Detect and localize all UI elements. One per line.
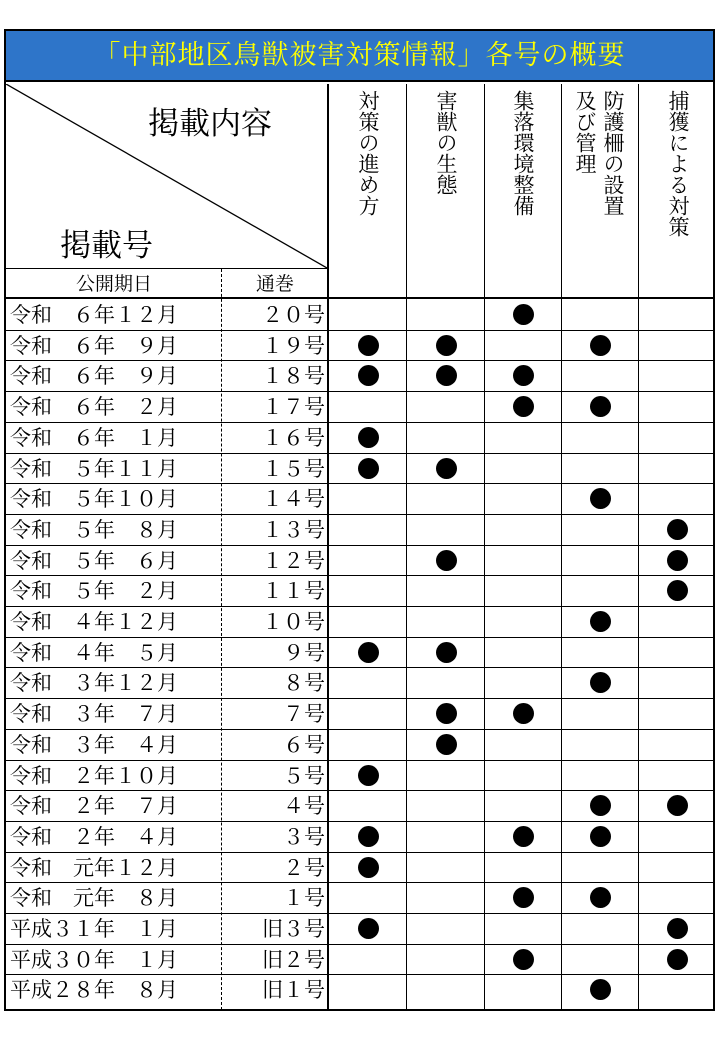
table-row xyxy=(6,944,713,974)
table-row xyxy=(6,821,713,851)
check-dot-icon xyxy=(590,611,611,632)
cell-volume: １０号 xyxy=(262,610,325,634)
table-row xyxy=(6,360,713,390)
cell-publish-date: 令和 ４年１２月 xyxy=(10,610,178,634)
check-dot-icon xyxy=(513,826,534,847)
check-dot-icon xyxy=(513,365,534,386)
cell-publish-date: 令和 ６年 ２月 xyxy=(10,395,178,420)
grid-line xyxy=(6,268,327,269)
column-header-village xyxy=(485,84,561,298)
cell-publish-date: 令和 ３年１２月 xyxy=(10,671,178,696)
cell-volume: ７号 xyxy=(283,702,325,727)
check-dot-icon xyxy=(513,304,534,325)
cell-publish-date: 令和 ６年 ９月 xyxy=(10,333,178,358)
cell-publish-date: 令和 元年１２月 xyxy=(10,855,178,880)
cell-volume: ３号 xyxy=(283,824,325,849)
check-dot-icon xyxy=(436,458,457,479)
check-dot-icon xyxy=(590,488,611,509)
page-title: 「中部地区鳥獣被害対策情報」各号の概要 xyxy=(4,29,715,82)
check-dot-icon xyxy=(590,396,611,417)
column-header-text: 対策の進め方 xyxy=(356,90,380,216)
check-dot-icon xyxy=(667,580,688,601)
check-dot-icon xyxy=(358,765,379,786)
table-row xyxy=(6,606,713,636)
cell-publish-date: 平成２８年 ８月 xyxy=(10,978,178,1003)
column-header-text: 害獣の生態 xyxy=(434,90,458,195)
check-dot-icon xyxy=(590,672,611,693)
cell-publish-date: 平成３１年 １月 xyxy=(10,917,178,941)
cell-volume: １５号 xyxy=(262,456,325,481)
check-dot-icon xyxy=(358,365,379,386)
column-header-ecology xyxy=(407,84,484,298)
cell-publish-date: 令和 ５年 ８月 xyxy=(10,517,178,542)
cell-publish-date: 令和 ６年 １月 xyxy=(10,425,178,450)
cell-volume: ２号 xyxy=(283,855,325,880)
table-row xyxy=(6,698,713,728)
table-row xyxy=(6,514,713,544)
column-header-text: 防護柵の設置 xyxy=(601,90,625,216)
check-dot-icon xyxy=(513,887,534,908)
column-header-text: 及び管理 xyxy=(573,90,597,174)
subheader-date: 公開期日 xyxy=(75,273,152,295)
table-row xyxy=(6,391,713,421)
column-header-fence xyxy=(562,84,638,298)
check-dot-icon xyxy=(358,826,379,847)
check-dot-icon xyxy=(358,427,379,448)
table-row xyxy=(6,974,713,1004)
cell-publish-date: 令和 ５年１０月 xyxy=(10,487,178,512)
cell-volume: １４号 xyxy=(262,487,325,512)
cell-publish-date: 令和 ３年 ７月 xyxy=(10,702,178,727)
table-row xyxy=(6,422,713,452)
cell-volume: １６号 xyxy=(262,425,325,450)
cell-publish-date: 令和 ３年 ４月 xyxy=(10,732,178,757)
check-dot-icon xyxy=(358,458,379,479)
check-dot-icon xyxy=(590,887,611,908)
table-row xyxy=(6,882,713,912)
cell-volume: ６号 xyxy=(283,732,325,757)
check-dot-icon xyxy=(590,826,611,847)
check-dot-icon xyxy=(590,979,611,1000)
column-header-text: 集落環境整備 xyxy=(511,90,535,216)
table-row xyxy=(6,483,713,513)
check-dot-icon xyxy=(513,396,534,417)
cell-volume: ９号 xyxy=(283,640,325,665)
cell-publish-date: 令和 ５年 ６月 xyxy=(10,548,178,573)
cell-publish-date: 令和 ２年１０月 xyxy=(10,763,178,788)
cell-volume: ５号 xyxy=(283,763,325,788)
check-dot-icon xyxy=(436,734,457,755)
check-dot-icon xyxy=(667,550,688,571)
table-row xyxy=(6,330,713,360)
subheader-volume: 通巻 xyxy=(255,273,294,295)
check-dot-icon xyxy=(667,949,688,970)
column-header-measures xyxy=(329,84,406,298)
cell-volume: ４号 xyxy=(283,794,325,819)
check-dot-icon xyxy=(513,949,534,970)
column-header-text: 捕獲による対策 xyxy=(666,90,690,237)
table-row xyxy=(6,913,713,943)
cell-publish-date: 令和 ２年 ４月 xyxy=(10,824,178,849)
check-dot-icon xyxy=(590,795,611,816)
check-dot-icon xyxy=(513,703,534,724)
check-dot-icon xyxy=(590,335,611,356)
check-dot-icon xyxy=(436,550,457,571)
table-row xyxy=(6,667,713,697)
table-row xyxy=(6,637,713,667)
cell-publish-date: 平成３０年 １月 xyxy=(10,947,178,972)
cell-publish-date: 令和 ５年 ２月 xyxy=(10,579,178,604)
check-dot-icon xyxy=(358,857,379,878)
cell-publish-date: 令和 ２年 ７月 xyxy=(10,794,178,819)
column-header-capture xyxy=(639,84,714,298)
cell-publish-date: 令和 ４年 ５月 xyxy=(10,640,178,665)
table-row xyxy=(6,453,713,483)
cell-volume: １３号 xyxy=(262,517,325,542)
cell-publish-date: 令和 ５年１１月 xyxy=(10,456,178,481)
cell-volume: １号 xyxy=(283,886,325,911)
table-row xyxy=(6,852,713,882)
cell-volume: １７号 xyxy=(262,395,325,420)
check-dot-icon xyxy=(358,918,379,939)
header-issue-label: 掲載号 xyxy=(60,228,153,264)
cell-volume: １８号 xyxy=(262,364,325,389)
check-dot-icon xyxy=(667,519,688,540)
header-content-label: 掲載内容 xyxy=(148,106,272,142)
table-row xyxy=(6,545,713,575)
check-dot-icon xyxy=(667,795,688,816)
check-dot-icon xyxy=(436,703,457,724)
check-dot-icon xyxy=(436,335,457,356)
table-row xyxy=(6,299,713,329)
cell-volume: １９号 xyxy=(262,333,325,358)
cell-publish-date: 令和 ６年 ９月 xyxy=(10,364,178,389)
table-row xyxy=(6,760,713,790)
check-dot-icon xyxy=(667,918,688,939)
table-row xyxy=(6,790,713,820)
cell-volume: 旧１号 xyxy=(262,978,325,1003)
cell-volume: １１号 xyxy=(262,579,325,604)
cell-volume: 旧３号 xyxy=(262,917,325,941)
cell-volume: ８号 xyxy=(283,671,325,696)
check-dot-icon xyxy=(436,365,457,386)
cell-volume: 旧２号 xyxy=(262,947,325,972)
cell-volume: ２０号 xyxy=(262,303,325,327)
cell-volume: １２号 xyxy=(262,548,325,573)
check-dot-icon xyxy=(436,642,457,663)
table-row xyxy=(6,575,713,605)
cell-publish-date: 令和 ６年１２月 xyxy=(10,303,178,327)
check-dot-icon xyxy=(358,335,379,356)
table-row xyxy=(6,729,713,759)
check-dot-icon xyxy=(358,642,379,663)
cell-publish-date: 令和 元年 ８月 xyxy=(10,886,178,911)
